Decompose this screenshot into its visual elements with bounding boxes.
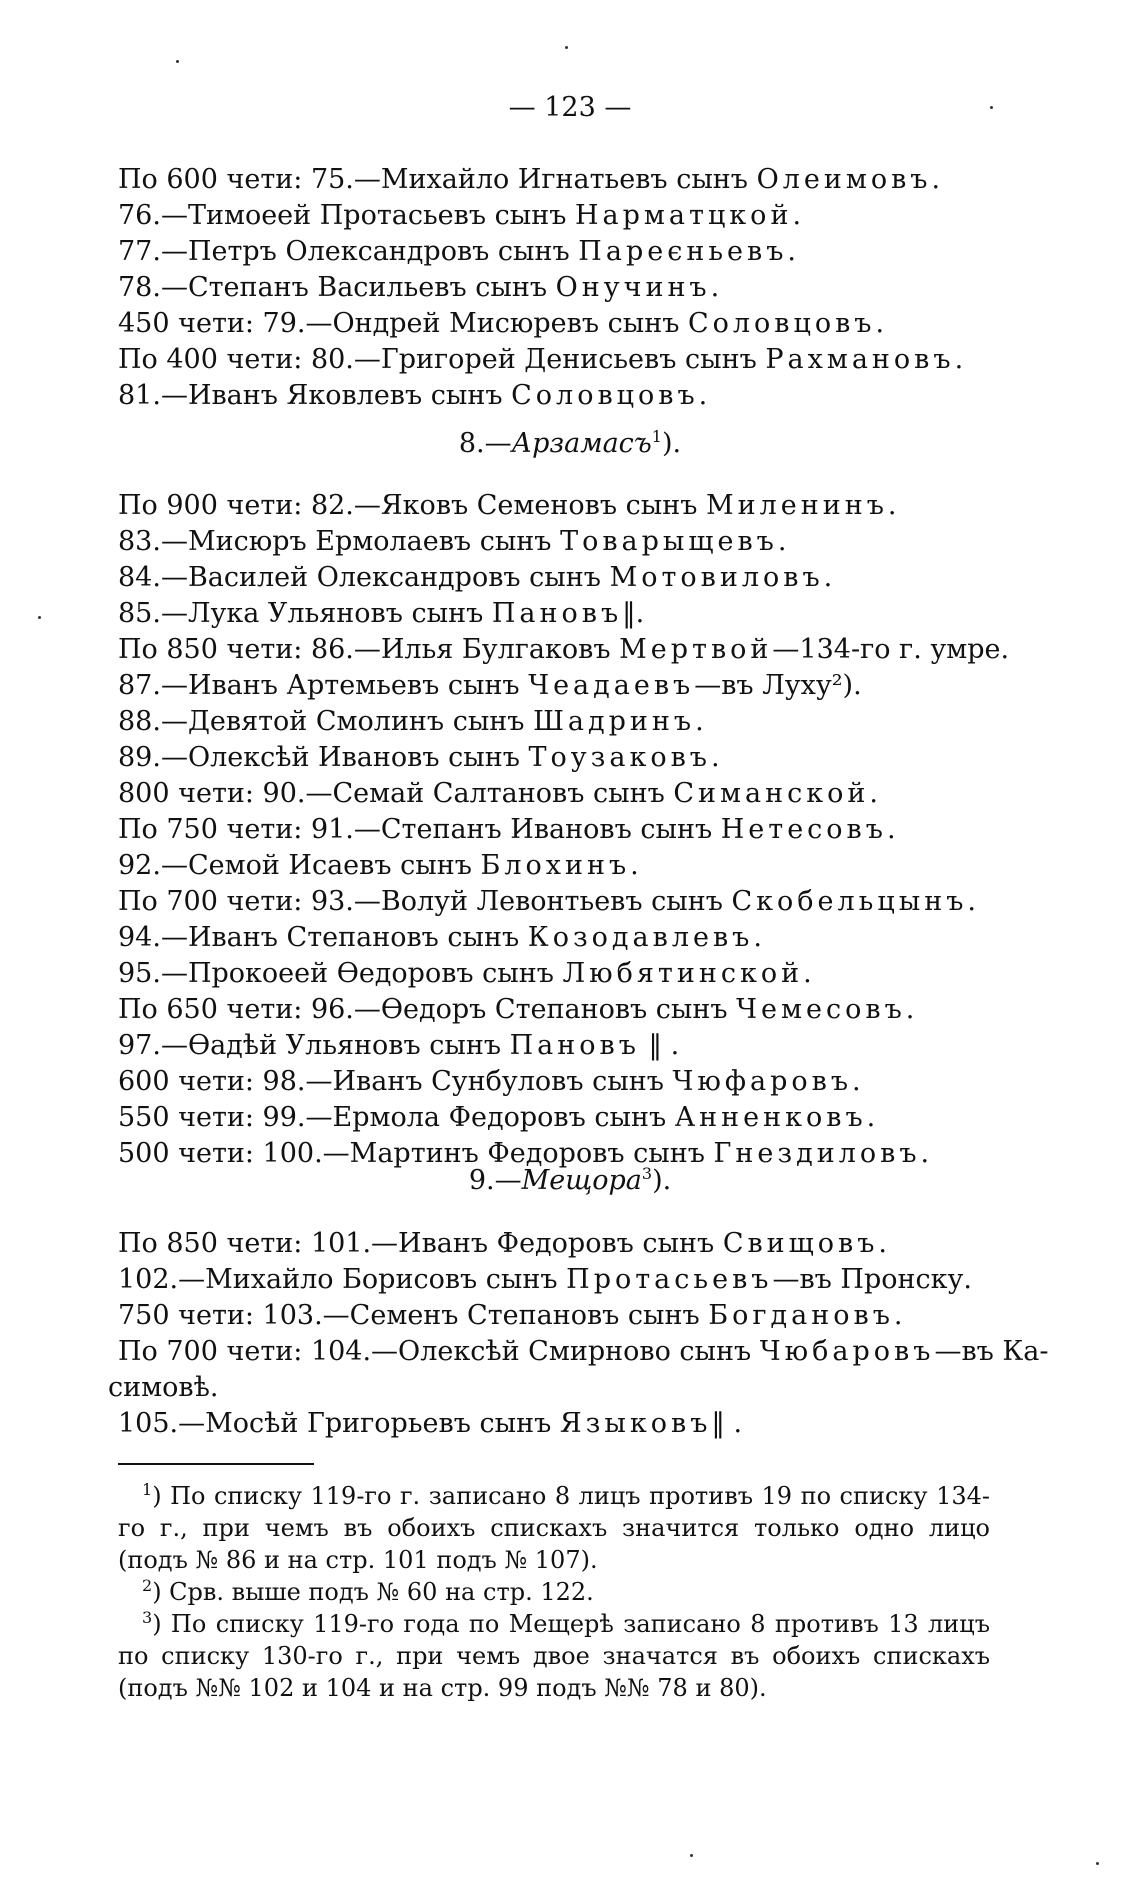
section-list-1: [118, 162, 998, 414]
list-item: 85.—Лука Ульяновъ сынъ Пановъ‖.: [118, 598, 645, 629]
list-item: 800 чети: 90.—Семай Салтановъ сынъ Симанской.: [118, 778, 878, 809]
list-item: 97.—Өадѣй Ульяновъ сынъ Пановъ ‖ .: [118, 1030, 680, 1061]
scan-speck: [176, 60, 179, 63]
list-item: 550 чети: 99.—Ермола Федоровъ сынъ Анненковъ.: [118, 1102, 876, 1133]
footnotes: [118, 1480, 990, 1704]
footnote: $^3$) По списку 119-го года по Мещерѣ записано 8 противъ 13 лицъ по списку 130-го г., при чемъ двое значатся въ обоихъ спискахъ (подъ №№ 102 и 104 и на стр. 99 подъ №№ 78 и 80).: [118, 1608, 990, 1702]
scan-speck: [565, 46, 568, 49]
list-item: 78.—Степанъ Васильевъ сынъ Онучинъ.: [118, 272, 720, 303]
list-item: По 600 чети: 75.—Михайло Игнатьевъ сынъ Олеимовъ.: [118, 164, 941, 195]
list-item: 450 чети: 79.—Ондрей Мисюревъ сынъ Соловцовъ.: [118, 308, 885, 339]
list-item: 83.—Мисюръ Ермолаевъ сынъ Товарыщевъ.: [118, 526, 787, 557]
list-item: 750 чети: 103.—Семенъ Степановъ сынъ Богдановъ.: [118, 1300, 903, 1331]
scan-speck: [990, 106, 993, 109]
list-item: 84.—Василей Олександровъ сынъ Мотовиловъ.: [118, 562, 833, 593]
list-item: симовѣ.: [108, 1372, 219, 1403]
list-item: По 700 чети: 93.—Волуй Левонтьевъ сынъ Скобельцынъ.: [118, 886, 976, 917]
list-item: 81.—Иванъ Яковлевъ сынъ Соловцовъ.: [118, 380, 708, 411]
scan-speck: [690, 1854, 693, 1857]
list-item: По 700 чети: 104.—Олексѣй Смирново сынъ Чюбаровъ—въ Ка-: [118, 1336, 1049, 1367]
list-item: По 750 чети: 91.—Степанъ Ивановъ сынъ Нетесовъ.: [118, 814, 896, 845]
list-item: 92.—Семой Исаевъ сынъ Блохинъ.: [118, 850, 639, 881]
list-item: 105.—Мосѣй Григорьевъ сынъ Языковъ‖ .: [118, 1408, 743, 1439]
footnote: $^2$) Срв. выше подъ № 60 на стр. 122.: [142, 1576, 594, 1606]
section-list-9: [108, 1226, 1049, 1442]
list-item: 88.—Девятой Смолинъ сынъ Шадринъ.: [118, 706, 704, 737]
list-item: По 400 чети: 80.—Григорей Денисьевъ сынъ Рахмановъ.: [118, 344, 964, 375]
list-item: 76.—Тимоеей Протасьевъ сынъ Нарматцкой.: [118, 200, 802, 231]
section-heading-meshchora: 9.—Мещора$^3$).: [468, 1164, 672, 1196]
section-list-8: [118, 488, 1010, 1172]
footnote: $^1$) По списку 119-го г. записано 8 лицъ противъ 19 по списку 134-го г., при чемъ въ обоихъ спискахъ значится только одно лицо (подъ № 86 и на стр. 101 подъ № 107).: [118, 1480, 990, 1574]
list-item: 102.—Михайло Борисовъ сынъ Протасьевъ—въ Пронску.: [118, 1264, 972, 1295]
list-item: 94.—Иванъ Степановъ сынъ Козодавлевъ.: [118, 922, 762, 953]
section-heading-arzamas: 8.—Арзамасъ$^1$).: [458, 427, 682, 459]
list-item: 77.—Петръ Олександровъ сынъ Пареєньевъ.: [118, 236, 796, 267]
list-item: По 850 чети: 86.—Илья Булгаковъ Мертвой—134-го г. умре.: [118, 634, 1010, 665]
page-number: — 123 —: [508, 92, 632, 123]
list-item: По 650 чети: 96.—Өедоръ Степановъ сынъ Чемесовъ.: [118, 994, 915, 1025]
list-item: 95.—Прокоеей Өедоровъ сынъ Любятинской.: [118, 958, 812, 989]
scan-speck: [38, 616, 41, 619]
list-item: 600 чети: 98.—Иванъ Сунбуловъ сынъ Чюфаровъ.: [118, 1066, 861, 1097]
list-item: По 850 чети: 101.—Иванъ Федоровъ сынъ Свищовъ.: [118, 1228, 887, 1259]
scan-speck: [1096, 1862, 1099, 1865]
list-item: 89.—Олексѣй Ивановъ сынъ Тоузаковъ.: [118, 742, 720, 773]
list-item: 87.—Иванъ Артемьевъ сынъ Чеадаевъ—въ Луху²).: [118, 670, 862, 701]
list-item: 500 чети: 100.—Мартинъ Федоровъ сынъ Гнездиловъ.: [118, 1138, 930, 1169]
footnote-divider: [118, 1463, 314, 1465]
list-item: По 900 чети: 82.—Яковъ Семеновъ сынъ Миленинъ.: [118, 490, 897, 521]
